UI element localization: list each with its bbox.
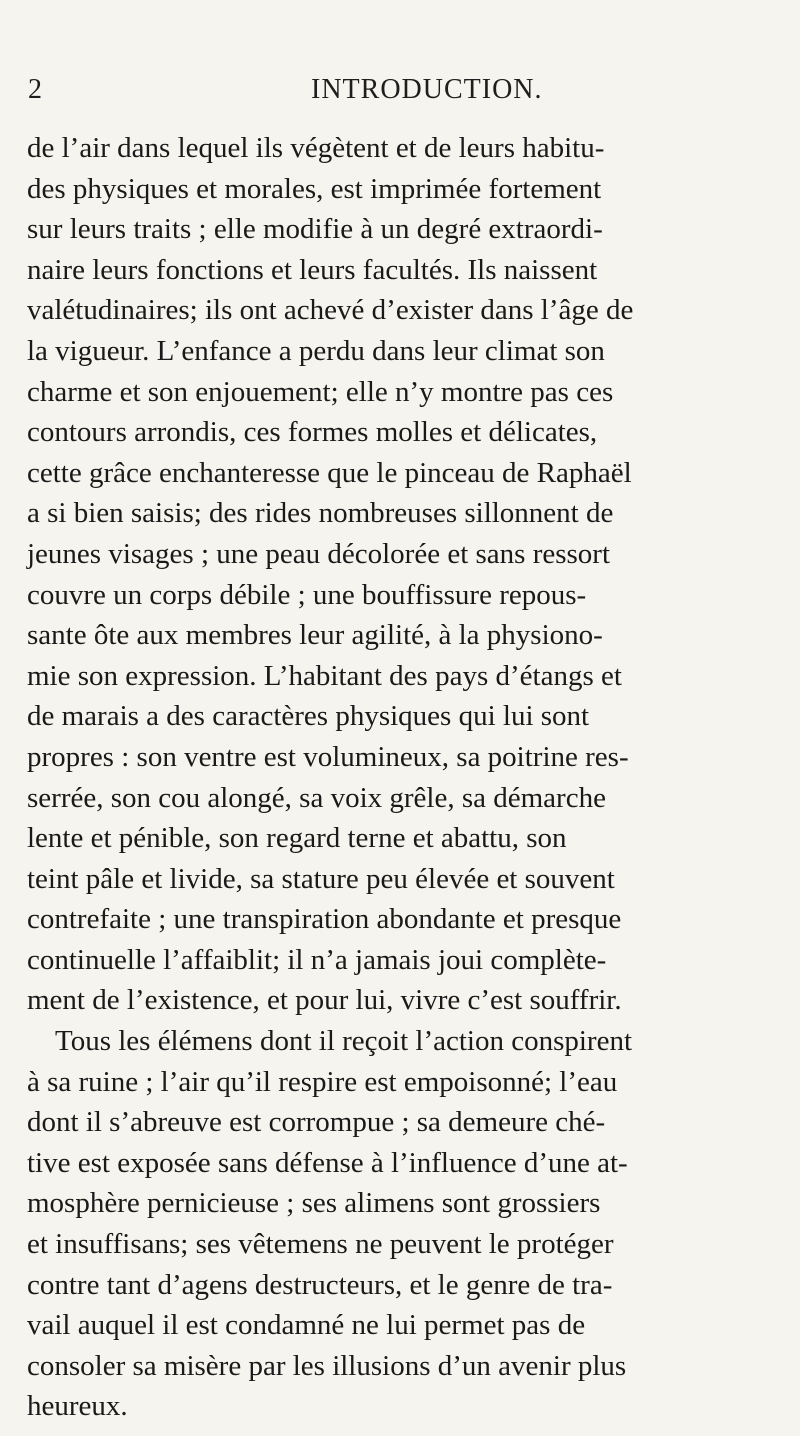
text-line: serrée, son cou alongé, sa voix grêle, sa démarche	[27, 781, 606, 814]
text-line: cette grâce enchanteresse que le pinceau de Raphaël	[27, 456, 632, 489]
running-title: INTRODUCTION.	[311, 74, 543, 105]
text-line: mosphère pernicieuse ; ses alimens sont grossiers	[27, 1187, 601, 1220]
text-line: mie son expression. L’habitant des pays d’étangs et	[27, 659, 622, 692]
text-line: sur leurs traits ; elle modifie à un degré extraordi-	[27, 213, 603, 246]
text-line: sante ôte aux membres leur agilité, à la physiono-	[27, 619, 603, 652]
text-line: la vigueur. L’enfance a perdu dans leur climat son	[27, 334, 605, 367]
page-header	[28, 74, 768, 114]
text-line: de l’air dans lequel ils végètent et de leurs habitu-	[27, 132, 605, 164]
text-line: ment de l’existence, et pour lui, vivre c’est souffrir.	[27, 984, 622, 1017]
text-line: vail auquel il est condamné ne lui permet pas de	[27, 1309, 586, 1342]
text-line: contours arrondis, ces formes molles et délicates,	[27, 416, 598, 449]
paragraph-first-line: Tous les élémens dont il reçoit l’action conspirent	[55, 1025, 633, 1058]
text-line: heureux.	[27, 1390, 128, 1423]
text-line: valétudinaires; ils ont achevé d’exister dans l’âge de	[27, 294, 634, 327]
page-number: 2	[28, 74, 42, 105]
text-line: propres : son ventre est volumineux, sa poitrine res-	[27, 740, 629, 773]
text-line: contre tant d’agens destructeurs, et le genre de tra-	[27, 1268, 613, 1301]
text-line: à sa ruine ; l’air qu’il respire est empoisonné; l’eau	[27, 1065, 618, 1098]
text-line: couvre un corps débile ; une bouffissure repous-	[27, 578, 587, 611]
text-line: continuelle l’affaiblit; il n’a jamais joui complète-	[27, 943, 607, 976]
text-line: naire leurs fonctions et leurs facultés. Ils naissent	[27, 253, 598, 286]
text-line: consoler sa misère par les illusions d’un avenir plus	[27, 1349, 627, 1382]
text-line: de marais a des caractères physiques qui lui sont	[27, 700, 590, 733]
text-line: teint pâle et livide, sa stature peu élevée et souvent	[27, 862, 615, 895]
text-line: charme et son enjouement; elle n’y montre pas ces	[27, 375, 614, 408]
text-line: a si bien saisis; des rides nombreuses sillonnent de	[27, 497, 614, 530]
text-line: lente et pénible, son regard terne et abattu, son	[27, 822, 567, 855]
body-text	[27, 128, 767, 1427]
text-line: jeunes visages ; une peau décolorée et sans ressort	[27, 537, 611, 570]
text-line: tive est exposée sans défense à l’influence d’une at-	[27, 1146, 628, 1179]
text-line: et insuffisans; ses vêtemens ne peuvent le protéger	[27, 1228, 614, 1261]
text-line: contrefaite ; une transpiration abondante et presque	[27, 903, 622, 936]
text-line: dont il s’abreuve est corrompue ; sa demeure ché-	[27, 1106, 606, 1139]
text-line: des physiques et morales, est imprimée fortement	[27, 172, 602, 205]
